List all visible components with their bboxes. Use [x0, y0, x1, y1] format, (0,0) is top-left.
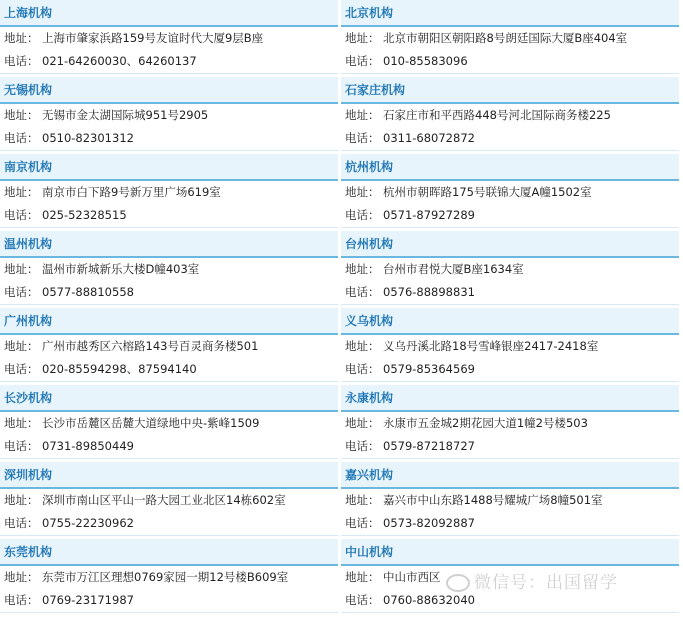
office-card	[341, 462, 679, 539]
office-name: 南京机构	[0, 154, 338, 181]
office-card	[341, 385, 679, 462]
address-label: 地址：	[4, 416, 39, 430]
office-phone: 0576-88898831	[383, 285, 475, 299]
phone-label: 电话：	[4, 593, 39, 607]
office-name: 深圳机构	[0, 462, 338, 489]
phone-label: 电话：	[4, 516, 39, 530]
office-phone-line	[0, 50, 338, 74]
office-phone-line	[341, 435, 679, 459]
office-phone-line	[0, 127, 338, 151]
office-card	[0, 77, 338, 154]
office-name: 长沙机构	[0, 385, 338, 412]
phone-label: 电话：	[4, 131, 39, 145]
office-phone: 025-52328515	[42, 208, 127, 222]
office-card	[341, 0, 679, 77]
phone-label: 电话：	[345, 131, 380, 145]
office-phone-line	[0, 435, 338, 459]
office-phone: 0311-68072872	[383, 131, 475, 145]
office-phone: 0755-22230962	[42, 516, 134, 530]
office-phone-line	[0, 358, 338, 382]
office-address: 上海市肇家浜路159号友谊时代大厦9层B座	[42, 31, 264, 45]
office-phone: 0510-82301312	[42, 131, 134, 145]
office-phone: 0571-87927289	[383, 208, 475, 222]
office-name: 东莞机构	[0, 539, 338, 566]
office-name: 无锡机构	[0, 77, 338, 104]
office-address: 中山市西区	[383, 570, 441, 584]
office-address-line	[341, 489, 679, 512]
office-card	[0, 231, 338, 308]
office-phone: 0577-88810558	[42, 285, 134, 299]
wechat-icon	[446, 574, 470, 592]
office-address: 义乌丹溪北路18号雪峰银座2417-2418室	[383, 339, 599, 353]
office-address: 南京市白下路9号新万里广场619室	[42, 185, 221, 199]
office-address: 台州市君悦大厦B座1634室	[383, 262, 524, 276]
address-label: 地址：	[4, 339, 39, 353]
office-name: 嘉兴机构	[341, 462, 679, 489]
office-address: 嘉兴市中山东路1488号耀城广场8幢501室	[383, 493, 603, 507]
phone-label: 电话：	[345, 362, 380, 376]
wechat-watermark	[446, 568, 618, 593]
office-address-line	[341, 104, 679, 127]
phone-label: 电话：	[345, 516, 380, 530]
address-label: 地址：	[4, 262, 39, 276]
phone-label: 电话：	[345, 208, 380, 222]
office-card	[341, 308, 679, 385]
office-address: 长沙市岳麓区岳麓大道绿地中央-紫峰1509	[42, 416, 260, 430]
office-phone: 0760-88632040	[383, 593, 475, 607]
office-address-line	[0, 489, 338, 512]
office-name: 台州机构	[341, 231, 679, 258]
office-card	[0, 0, 338, 77]
office-card	[341, 154, 679, 231]
phone-label: 电话：	[4, 208, 39, 222]
office-address: 北京市朝阳区朝阳路8号朗廷国际大厦B座404室	[383, 31, 628, 45]
office-phone: 0579-85364569	[383, 362, 475, 376]
office-name: 中山机构	[341, 539, 679, 566]
office-name: 广州机构	[0, 308, 338, 335]
watermark-text: 微信号：出国留学	[474, 573, 618, 593]
office-address-line	[0, 258, 338, 281]
address-label: 地址：	[345, 262, 380, 276]
office-name: 义乌机构	[341, 308, 679, 335]
office-address: 无锡市金太湖国际城951号2905	[42, 108, 209, 122]
office-name: 温州机构	[0, 231, 338, 258]
phone-label: 电话：	[4, 285, 39, 299]
office-card	[0, 308, 338, 385]
office-address-line	[341, 412, 679, 435]
address-label: 地址：	[4, 108, 39, 122]
office-address-line	[0, 566, 338, 589]
office-phone: 010-85583096	[383, 54, 468, 68]
phone-label: 电话：	[4, 362, 39, 376]
phone-label: 电话：	[345, 54, 380, 68]
address-label: 地址：	[4, 493, 39, 507]
phone-label: 电话：	[345, 439, 380, 453]
office-name: 上海机构	[0, 0, 338, 27]
office-address-line	[341, 27, 679, 50]
office-phone-line	[341, 358, 679, 382]
office-card	[341, 231, 679, 308]
office-phone: 0579-87218727	[383, 439, 475, 453]
office-phone-line	[0, 512, 338, 536]
office-phone: 0769-23171987	[42, 593, 134, 607]
office-address: 石家庄市和平西路448号河北国际商务楼225	[383, 108, 611, 122]
office-name: 杭州机构	[341, 154, 679, 181]
office-phone-line	[0, 589, 338, 613]
address-label: 地址：	[345, 339, 380, 353]
office-address-line	[0, 412, 338, 435]
office-card	[0, 385, 338, 462]
office-card	[0, 462, 338, 539]
address-label: 地址：	[4, 31, 39, 45]
address-label: 地址：	[4, 570, 39, 584]
office-address: 温州市新城新乐大楼D幢403室	[42, 262, 200, 276]
office-card	[0, 539, 338, 616]
office-address: 深圳市南山区平山一路大园工业北区14栋602室	[42, 493, 286, 507]
office-phone: 0731-89850449	[42, 439, 134, 453]
office-phone-line	[341, 512, 679, 536]
office-card	[341, 77, 679, 154]
office-name: 永康机构	[341, 385, 679, 412]
office-phone: 0573-82092887	[383, 516, 475, 530]
office-address: 杭州市朝晖路175号联锦大厦A幢1502室	[383, 185, 592, 199]
office-phone: 021-64260030、64260137	[42, 54, 197, 68]
phone-label: 电话：	[4, 439, 39, 453]
address-label: 地址：	[345, 31, 380, 45]
office-phone: 020-85594298、87594140	[42, 362, 197, 376]
office-phone-line	[341, 50, 679, 74]
address-label: 地址：	[345, 185, 380, 199]
office-phone-line	[0, 204, 338, 228]
office-address: 广州市越秀区六榕路143号百灵商务楼501	[42, 339, 259, 353]
phone-label: 电话：	[345, 285, 380, 299]
address-label: 地址：	[345, 570, 380, 584]
address-label: 地址：	[345, 493, 380, 507]
address-label: 地址：	[345, 108, 380, 122]
office-address-line	[0, 27, 338, 50]
office-phone-line	[0, 281, 338, 305]
office-name: 石家庄机构	[341, 77, 679, 104]
office-address: 永康市五金城2期花园大道1幢2号楼503	[383, 416, 588, 430]
office-phone-line	[341, 281, 679, 305]
office-phone-line	[341, 127, 679, 151]
phone-label: 电话：	[4, 54, 39, 68]
phone-label: 电话：	[345, 593, 380, 607]
office-address: 东莞市万江区理想0769家园一期12号楼B609室	[42, 570, 289, 584]
office-address-line	[341, 258, 679, 281]
office-card	[0, 154, 338, 231]
office-address-line	[0, 335, 338, 358]
address-label: 地址：	[4, 185, 39, 199]
office-phone-line	[341, 204, 679, 228]
address-label: 地址：	[345, 416, 380, 430]
office-address-line	[341, 335, 679, 358]
office-address-line	[341, 181, 679, 204]
office-address-line	[0, 181, 338, 204]
office-address-line	[0, 104, 338, 127]
office-name: 北京机构	[341, 0, 679, 27]
